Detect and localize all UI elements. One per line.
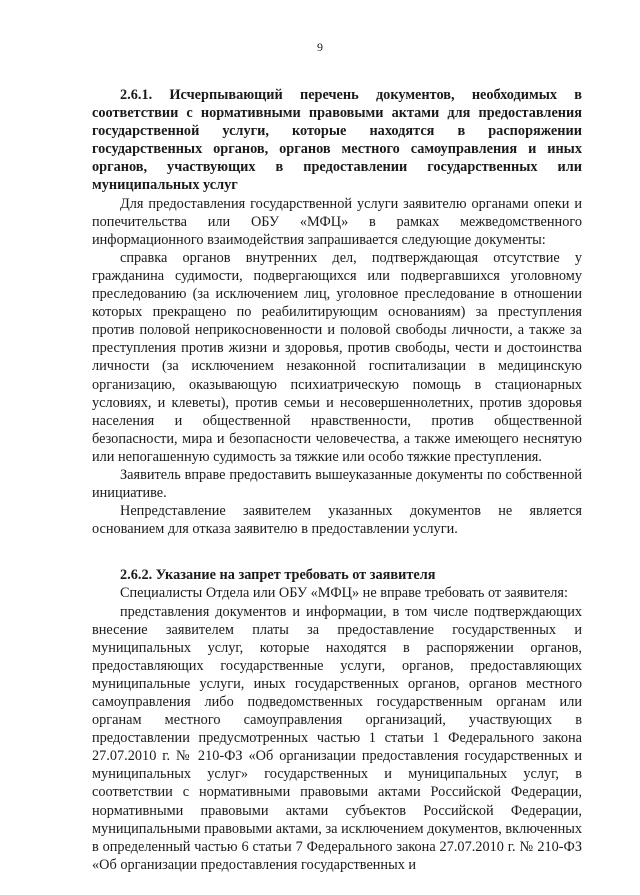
document-body — [92, 86, 582, 874]
paragraph: справка органов внутренних дел, подтверждающая отсутствие у гражданина судимости, подвергающихся или подвергавшихся уголовному преследованию (за исключением лиц, уголовное преследование в отношении которых прекращено по реабилитирующим основаниям) за преступления против половой неприкосновенности и половой свободы личности, а также за преступления против жизни и здоровья, против свободы, чести и достоинства личности (за исключением незаконной госпитализации в медицинскую организацию, оказывающую психиатрическую помощь в стационарных условиях, и клеветы), против семьи и несовершеннолетних, против здоровья населения и общественной нравственности, против общественной безопасности, мира и безопасности человечества, а также имеющего неснятую или непогашенную судимость за тяжкие или особо тяжкие преступления. — [92, 249, 582, 465]
section-2-6-2 — [92, 566, 582, 874]
paragraph: Специалисты Отдела или ОБУ «МФЦ» не вправе требовать от заявителя: — [120, 585, 568, 602]
paragraph: Заявитель вправе предоставить вышеуказанные документы по собственной инициативе. — [92, 466, 582, 502]
paragraph: Для предоставления государственной услуги заявителю органами опеки и попечительства или ОБУ «МФЦ» в рамках межведомственного информационного взаимодействия запрашивается следующие документы: — [92, 195, 582, 248]
section-heading: 2.6.2. Указание на запрет требовать от заявителя — [120, 567, 436, 584]
paragraph: представления документов и информации, в том числе подтверждающих внесение заявителем платы за предоставление государственных и муниципальных услуг, которые находятся в распоряжении органов, предоставляющих государственные услуги, органов, предоставляющих муниципальные услуги, иных государственных органов, органов местного самоуправления либо подведомственных государственным органам или органам местного самоуправления организаций, участвующих в предоставлении предусмотренных частью 1 статьи 1 Федерального закона 27.07.2010 г. № 210-ФЗ «Об организации предоставления государственных и муниципальных услуг» государственных и муниципальных услуг, в соответствии с нормативными правовыми актами Российской Федерации, нормативными правовыми актами субъектов Российской Федерации, муниципальными правовыми актами, за исключением документов, включенных в определенный частью 6 статьи 7 Федерального закона 27.07.2010 г. № 210-ФЗ «Об организации предоставления государственных и — [92, 603, 582, 873]
section-2-6-1 — [92, 86, 582, 538]
section-heading: 2.6.1. Исчерпывающий перечень документов, необходимых в соответствии с нормативными правовыми актами для предоставления государственной услуги, которые находятся в распоряжении государственных органов, органов местного самоуправления и иных органов, участвующих в предоставлении государственных или муниципальных услуг — [92, 87, 582, 194]
paragraph: Непредставление заявителем указанных документов не является основанием для отказа заявителю в предоставлении услуги. — [92, 503, 582, 538]
section-spacer — [92, 538, 582, 566]
page-number: 9 — [317, 40, 323, 54]
